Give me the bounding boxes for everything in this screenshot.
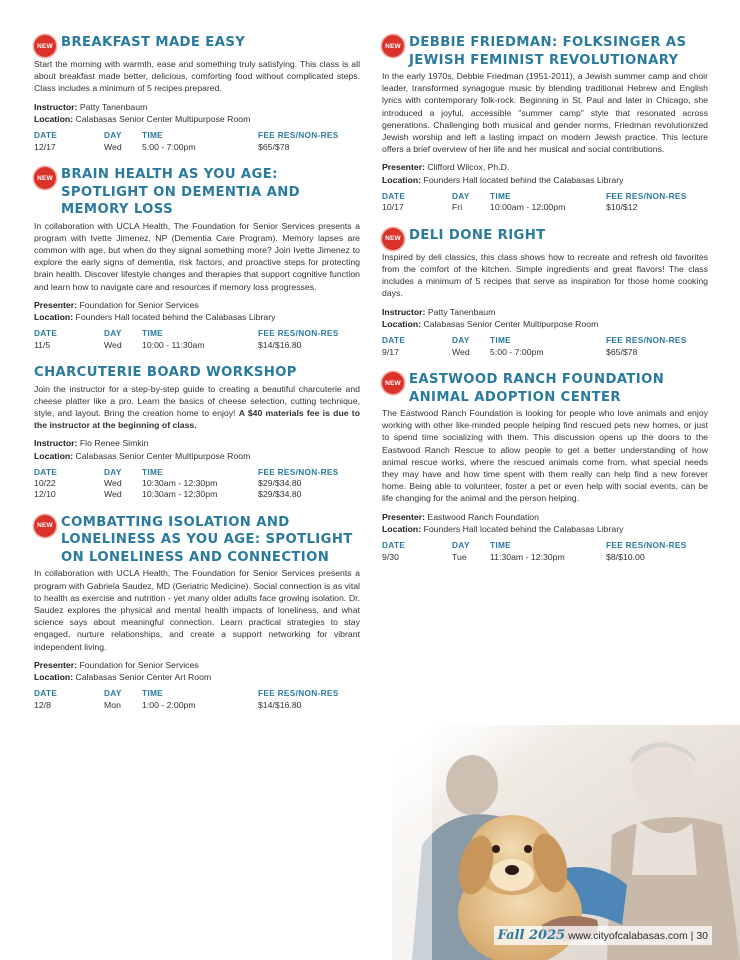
course-brain-health <box>34 166 360 350</box>
course-description: In the early 1970s, Debbie Friedman (1951-2011), a Jewish summer camp and choir leader, transformed synagogue music by blending traditional Hebrew and English lyrics with contemporary folk-rock. Beginning in St. Paul and later in Chicago, she introduced a joyful, accessible "summer camp" style that resonated across generations. Challenging both musical and gender norms, Friedman revolutionized Jewish worship and left a lasting impact on modern Jewish practice. This lecture offers a brief overview of her life and her musical and social contributions. <box>382 71 708 155</box>
dog-illustration <box>392 725 740 960</box>
course-description: Start the morning with warmth, ease and something truly satisfying. This class is all about breakfast made better, delicious, comforting food without complicated steps. Class includes a minimum of 5 recipes prepared. <box>34 59 360 94</box>
location-line: Location: Founders Hall located behind the Calabasas Library <box>382 523 624 534</box>
presenter-line: Presenter: Foundation for Senior Services <box>34 299 199 310</box>
course-description: Join the instructor for a step-by-step guide to creating a beautiful charcuterie and cheese platter like a pro. Learn the basics of cheese selection, cutting technique, style, and layout. Bring the creation home to enjoy! A $40 materials fee is due to the instructor at the beginning of class. <box>34 383 360 431</box>
left-column <box>34 34 360 724</box>
schedule-table: DATE DAY TIME FEE RES/NON-RES 10/17 Fri 10:00am - 12:00pm $10/$12 <box>382 191 708 213</box>
schedule-table: DATE DAY TIME FEE RES/NON-RES 12/8 Mon 1:00 - 2:00pm $14/$16.80 <box>34 688 360 710</box>
schedule-row: 10/17 Fri 10:00am - 12:00pm $10/$12 <box>382 202 638 213</box>
course-title: EASTWOOD RANCH FOUNDATION ANIMAL ADOPTION CENTER <box>409 372 665 405</box>
new-badge: NEW <box>34 167 56 189</box>
course-debbie-friedman <box>382 34 708 213</box>
schedule-table: DATE DAY TIME FEE RES/NON-RES 9/17 Wed 5:00 - 7:00pm $65/$78 <box>382 335 708 357</box>
presenter-line: Presenter: Clifford Wilcox, Ph.D. <box>382 162 510 173</box>
presenter-line: Presenter: Foundation for Senior Services <box>34 659 199 670</box>
course-title: COMBATTING ISOLATION AND LONELINESS AS YOU AGE: SPOTLIGHT ON LONELINESS AND CONNECTION <box>61 514 353 565</box>
course-title: DELI DONE RIGHT <box>409 227 546 243</box>
page-footer <box>494 926 712 945</box>
footer-separator: | <box>690 930 694 942</box>
new-badge: NEW <box>382 228 404 250</box>
course-description: The Eastwood Ranch Foundation is looking for people who love animals and enjoy working with other like-minded people helping find rescued pets new homes, or just to spend time socializing with them. This discussion opens up the doors to the Eastwood Ranch Rescue to allow people to get a better understanding of how animal rescue works, where the rescued animals come from, what special needs they may have and how time spent with them really can help find a new forever home. Being able to volunteer, foster a pet or even help with social events, can be life changing for the animal and the person helping. <box>382 408 708 504</box>
course-breakfast-made-easy <box>34 34 360 152</box>
footer-page-number: 30 <box>696 930 708 942</box>
location-line: Location: Founders Hall located behind the Calabasas Library <box>382 174 624 185</box>
schedule-row: 11/5 Wed 10:00 - 11:30am $14/$16.80 <box>34 339 302 350</box>
right-column <box>382 34 708 576</box>
new-badge: NEW <box>382 372 404 394</box>
schedule-row: 12/17 Wed 5:00 - 7:00pm $65/$78 <box>34 141 290 152</box>
instructor-line: Instructor: Flo Renee Simkin <box>34 438 149 449</box>
new-badge: NEW <box>34 515 56 537</box>
schedule-table: DATE DAY TIME FEE RES/NON-RES 10/22 Wed 10:30am - 12:30pm $29/$34.80 12/10 Wed 10:30am - 12:30pm $29/$34.80 <box>34 467 360 500</box>
course-charcuterie-board <box>34 364 360 500</box>
course-description: In collaboration with UCLA Health, The Foundation for Senior Services presents a program with Ivette Jimenez, NP (Dementia Care Program). Memory lapses are common with age, but when do they signal something more? Join Ivette Jimenez to explore the early signs of dementia, risk factors, and proactive steps for protecting brain health. Discover lifestyle changes and therapies that support cognitive function and learn how to navigate care and resources if memory loss progresses. <box>34 220 360 292</box>
schedule-table: DATE DAY TIME FEE RES/NON-RES 11/5 Wed 10:00 - 11:30am $14/$16.80 <box>34 328 360 350</box>
course-deli-done-right <box>382 227 708 357</box>
location-line: Location: Calabasas Senior Center Multipurpose Room <box>382 318 599 329</box>
location-line: Location: Founders Hall located behind the Calabasas Library <box>34 311 276 322</box>
schedule-row: 9/30 Tue 11:30am - 12:30pm $8/$10.00 <box>382 551 645 562</box>
footer-website: www.cityofcalabasas.com <box>568 930 688 942</box>
course-title: DEBBIE FRIEDMAN: FOLKSINGER AS JEWISH FEMINIST REVOLUTIONARY <box>409 35 687 68</box>
course-title: BRAIN HEALTH AS YOU AGE: SPOTLIGHT ON DEMENTIA AND MEMORY LOSS <box>61 167 300 218</box>
footer-season: Fall 2025 <box>497 928 566 943</box>
instructor-line: Instructor: Patty Tanenbaum <box>382 306 496 317</box>
schedule-table: DATE DAY TIME FEE RES/NON-RES 9/30 Tue 11:30am - 12:30pm $8/$10.00 <box>382 540 708 562</box>
dog-photo <box>392 725 740 960</box>
course-description: In collaboration with UCLA Health, The Foundation for Senior Services presents a program with Gabriela Saudez, MD (Geriatric Medicine). Social connection is as vital to health as exercise and nutrition - yet many older adults face growing isolation. Dr. Saudez explores the physical and mental health impacts of loneliness, and what science says about meaningful connection. Learn practical strategies to stay engaged, nurture relationships, and create a support networking for vibrant independent living. <box>34 568 360 652</box>
schedule-row: 12/10 Wed 10:30am - 12:30pm $29/$34.80 <box>34 489 302 500</box>
course-description: Inspired by deli classics, this class shows how to recreate and refresh old favorites from the comfort of the kitchen. Simple ingredients and great flavors! The class includes a minimum of 5 recipes that serve as inspiration for those home cooking days. <box>382 251 708 299</box>
presenter-line: Presenter: Eastwood Ranch Foundation <box>382 511 539 522</box>
course-combatting-isolation <box>34 514 360 710</box>
schedule-row: 12/8 Mon 1:00 - 2:00pm $14/$16.80 <box>34 699 302 710</box>
schedule-row: 9/17 Wed 5:00 - 7:00pm $65/$78 <box>382 346 638 357</box>
course-title: CHARCUTERIE BOARD WORKSHOP <box>34 365 297 381</box>
instructor-line: Instructor: Patty Tanenbaum <box>34 101 148 112</box>
schedule-row: 10/22 Wed 10:30am - 12:30pm $29/$34.80 <box>34 478 302 489</box>
schedule-table: DATE DAY TIME FEE RES/NON-RES 12/17 Wed 5:00 - 7:00pm $65/$78 <box>34 130 360 152</box>
new-badge: NEW <box>382 35 404 57</box>
location-line: Location: Calabasas Senior Center Multipurpose Room <box>34 113 251 124</box>
location-line: Location: Calabasas Senior Center Multipurpose Room <box>34 450 251 461</box>
location-line: Location: Calabasas Senior Center Art Room <box>34 671 212 682</box>
materials-fee-note: A $40 materials fee is due to the instructor at the beginning of class. <box>34 408 360 431</box>
course-title: BREAKFAST MADE EASY <box>61 35 246 50</box>
new-badge: NEW <box>34 35 56 57</box>
course-eastwood-ranch <box>382 371 708 562</box>
